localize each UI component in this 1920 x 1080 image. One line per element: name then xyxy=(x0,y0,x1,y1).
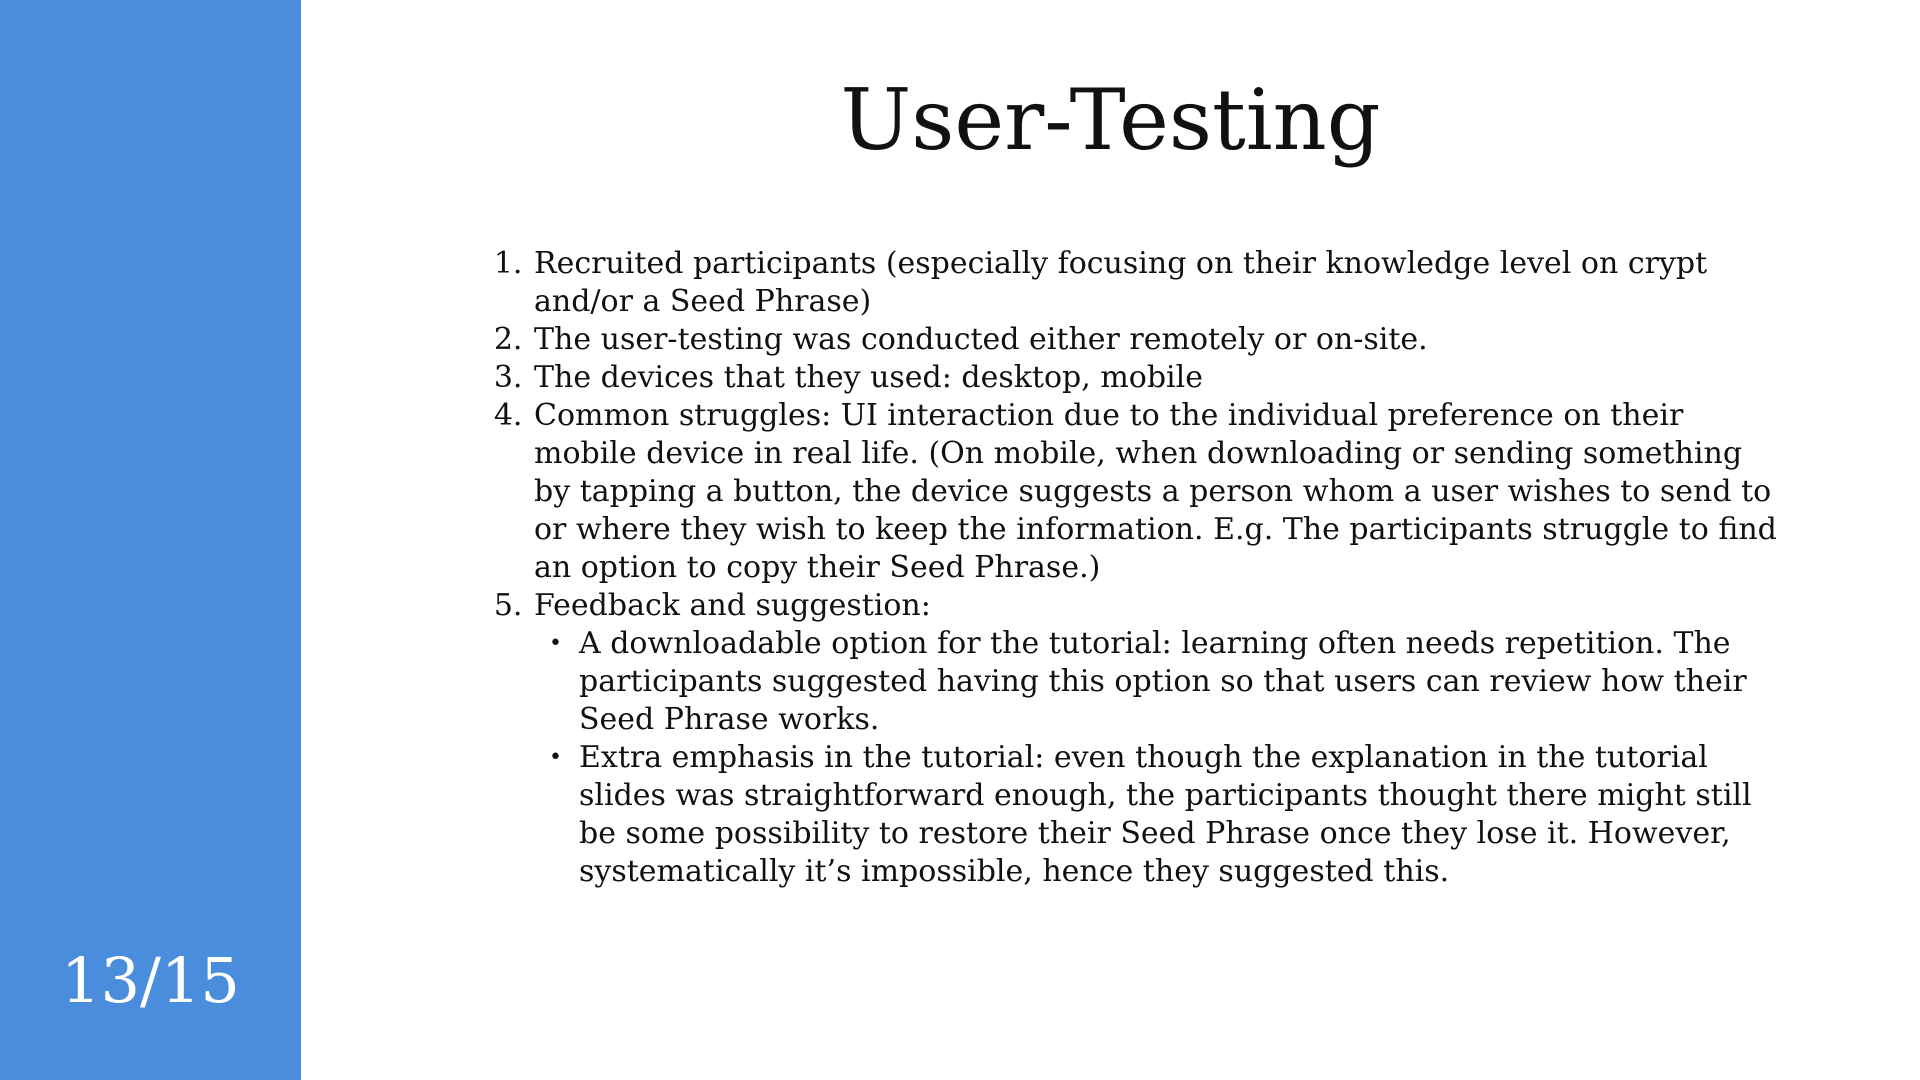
bullet-item: • A downloadable option for the tutorial: learning often needs repetition. The participants suggested having this option so that users can review how their Seed Phrase works. xyxy=(579,625,1780,739)
slide-title: User-Testing xyxy=(840,71,1381,169)
bullet-item: • Extra emphasis in the tutorial: even though the explanation in the tutorial slides was straightforward enough, the participants thought there might still be some possibility to restore their Seed Phrase once they lose it. However, systematically it’s impossible, hence they suggested this. xyxy=(579,739,1780,891)
page-counter: 13/15 xyxy=(61,944,240,1017)
numbered-list xyxy=(490,245,1780,891)
list-item: 1. Recruited participants (especially focusing on their knowledge level on crypt and/or a Seed Phrase) xyxy=(532,245,1780,321)
list-item-feedback xyxy=(532,587,1780,891)
list-item: 2. The user-testing was conducted either remotely or on-site. xyxy=(532,321,1780,359)
bullet-list xyxy=(534,625,1780,891)
sidebar-panel xyxy=(0,0,301,1080)
list-item: 3. The devices that they used: desktop, mobile xyxy=(532,359,1780,397)
slide-content xyxy=(490,245,1780,891)
list-item-label: Feedback and suggestion: xyxy=(534,588,931,623)
list-item: 4. Common struggles: UI interaction due to the individual preference on their mobile device in real life. (On mobile, when downloading or sending something by tapping a button, the device suggests a person whom a user wishes to send to or where they wish to keep the information. E.g. The participants struggle to find an option to copy their Seed Phrase.) xyxy=(532,397,1780,587)
